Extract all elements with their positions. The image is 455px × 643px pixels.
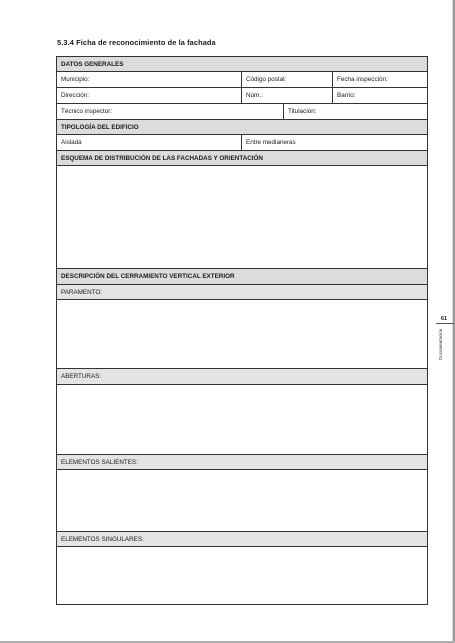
margin-rule [436, 323, 454, 324]
tipologia-label: TIPOLOGÍA DEL EDIFICIO [61, 123, 139, 131]
tecnico-row [57, 103, 427, 119]
municipio-field[interactable]: Municipio: [61, 76, 90, 83]
paramento-label: PARAMENTO: [61, 288, 103, 296]
aberturas-label: ABERTURAS: [61, 373, 102, 380]
inspection-form [56, 56, 428, 605]
esquema-label: ESQUEMA DE DISTRIBUCIÓN DE LAS FACHADAS Y ORIENTACIÓN [61, 154, 263, 162]
aberturas-header [57, 368, 427, 384]
titulacion-field[interactable]: Titulación: [283, 104, 427, 119]
num-field[interactable]: Núm.: [241, 88, 332, 103]
margin-section-label: Documentación [438, 328, 443, 360]
aislada-option[interactable]: Aislada [61, 139, 82, 146]
elementos-singulares-label: ELEMENTOS SINGULARES: [61, 535, 144, 543]
codigo-postal-field[interactable]: Código postal: [241, 72, 332, 87]
page-number: 61 [441, 316, 448, 322]
elementos-salientes-header [57, 454, 427, 469]
descripcion-header [57, 268, 427, 284]
esquema-area[interactable] [57, 165, 427, 268]
paramento-header [57, 284, 427, 299]
elementos-salientes-label: ELEMENTOS SALIENTES: [61, 458, 138, 466]
tipologia-options-row [57, 134, 427, 150]
direccion-field[interactable]: Dirección: [61, 92, 89, 99]
entre-medianeras-option[interactable]: Entre medianeras [241, 135, 427, 150]
barrio-field[interactable]: Barrio: [332, 88, 427, 103]
datos-generales-header [57, 56, 427, 71]
tipologia-header [57, 119, 427, 134]
datos-generales-label: DATOS GENERALES [61, 60, 124, 68]
descripcion-label: DESCRIPCIÓN DEL CERRAMIENTO VERTICAL EXTERIOR [61, 273, 235, 280]
direccion-row [57, 87, 427, 103]
esquema-header [57, 150, 427, 165]
elementos-singulares-header [57, 531, 427, 546]
municipio-row [57, 71, 427, 87]
tecnico-inspector-field[interactable]: Técnico inspector: [61, 108, 113, 115]
elementos-singulares-area[interactable] [57, 546, 427, 604]
fecha-inspeccion-field[interactable]: Fecha inspección: [332, 72, 427, 87]
section-title: 5.3.4 Ficha de reconocimiento de la fachada [57, 38, 216, 47]
paramento-area[interactable] [57, 299, 427, 368]
aberturas-area[interactable] [57, 384, 427, 454]
form-bottom-border [57, 604, 427, 605]
elementos-salientes-area[interactable] [57, 469, 427, 531]
